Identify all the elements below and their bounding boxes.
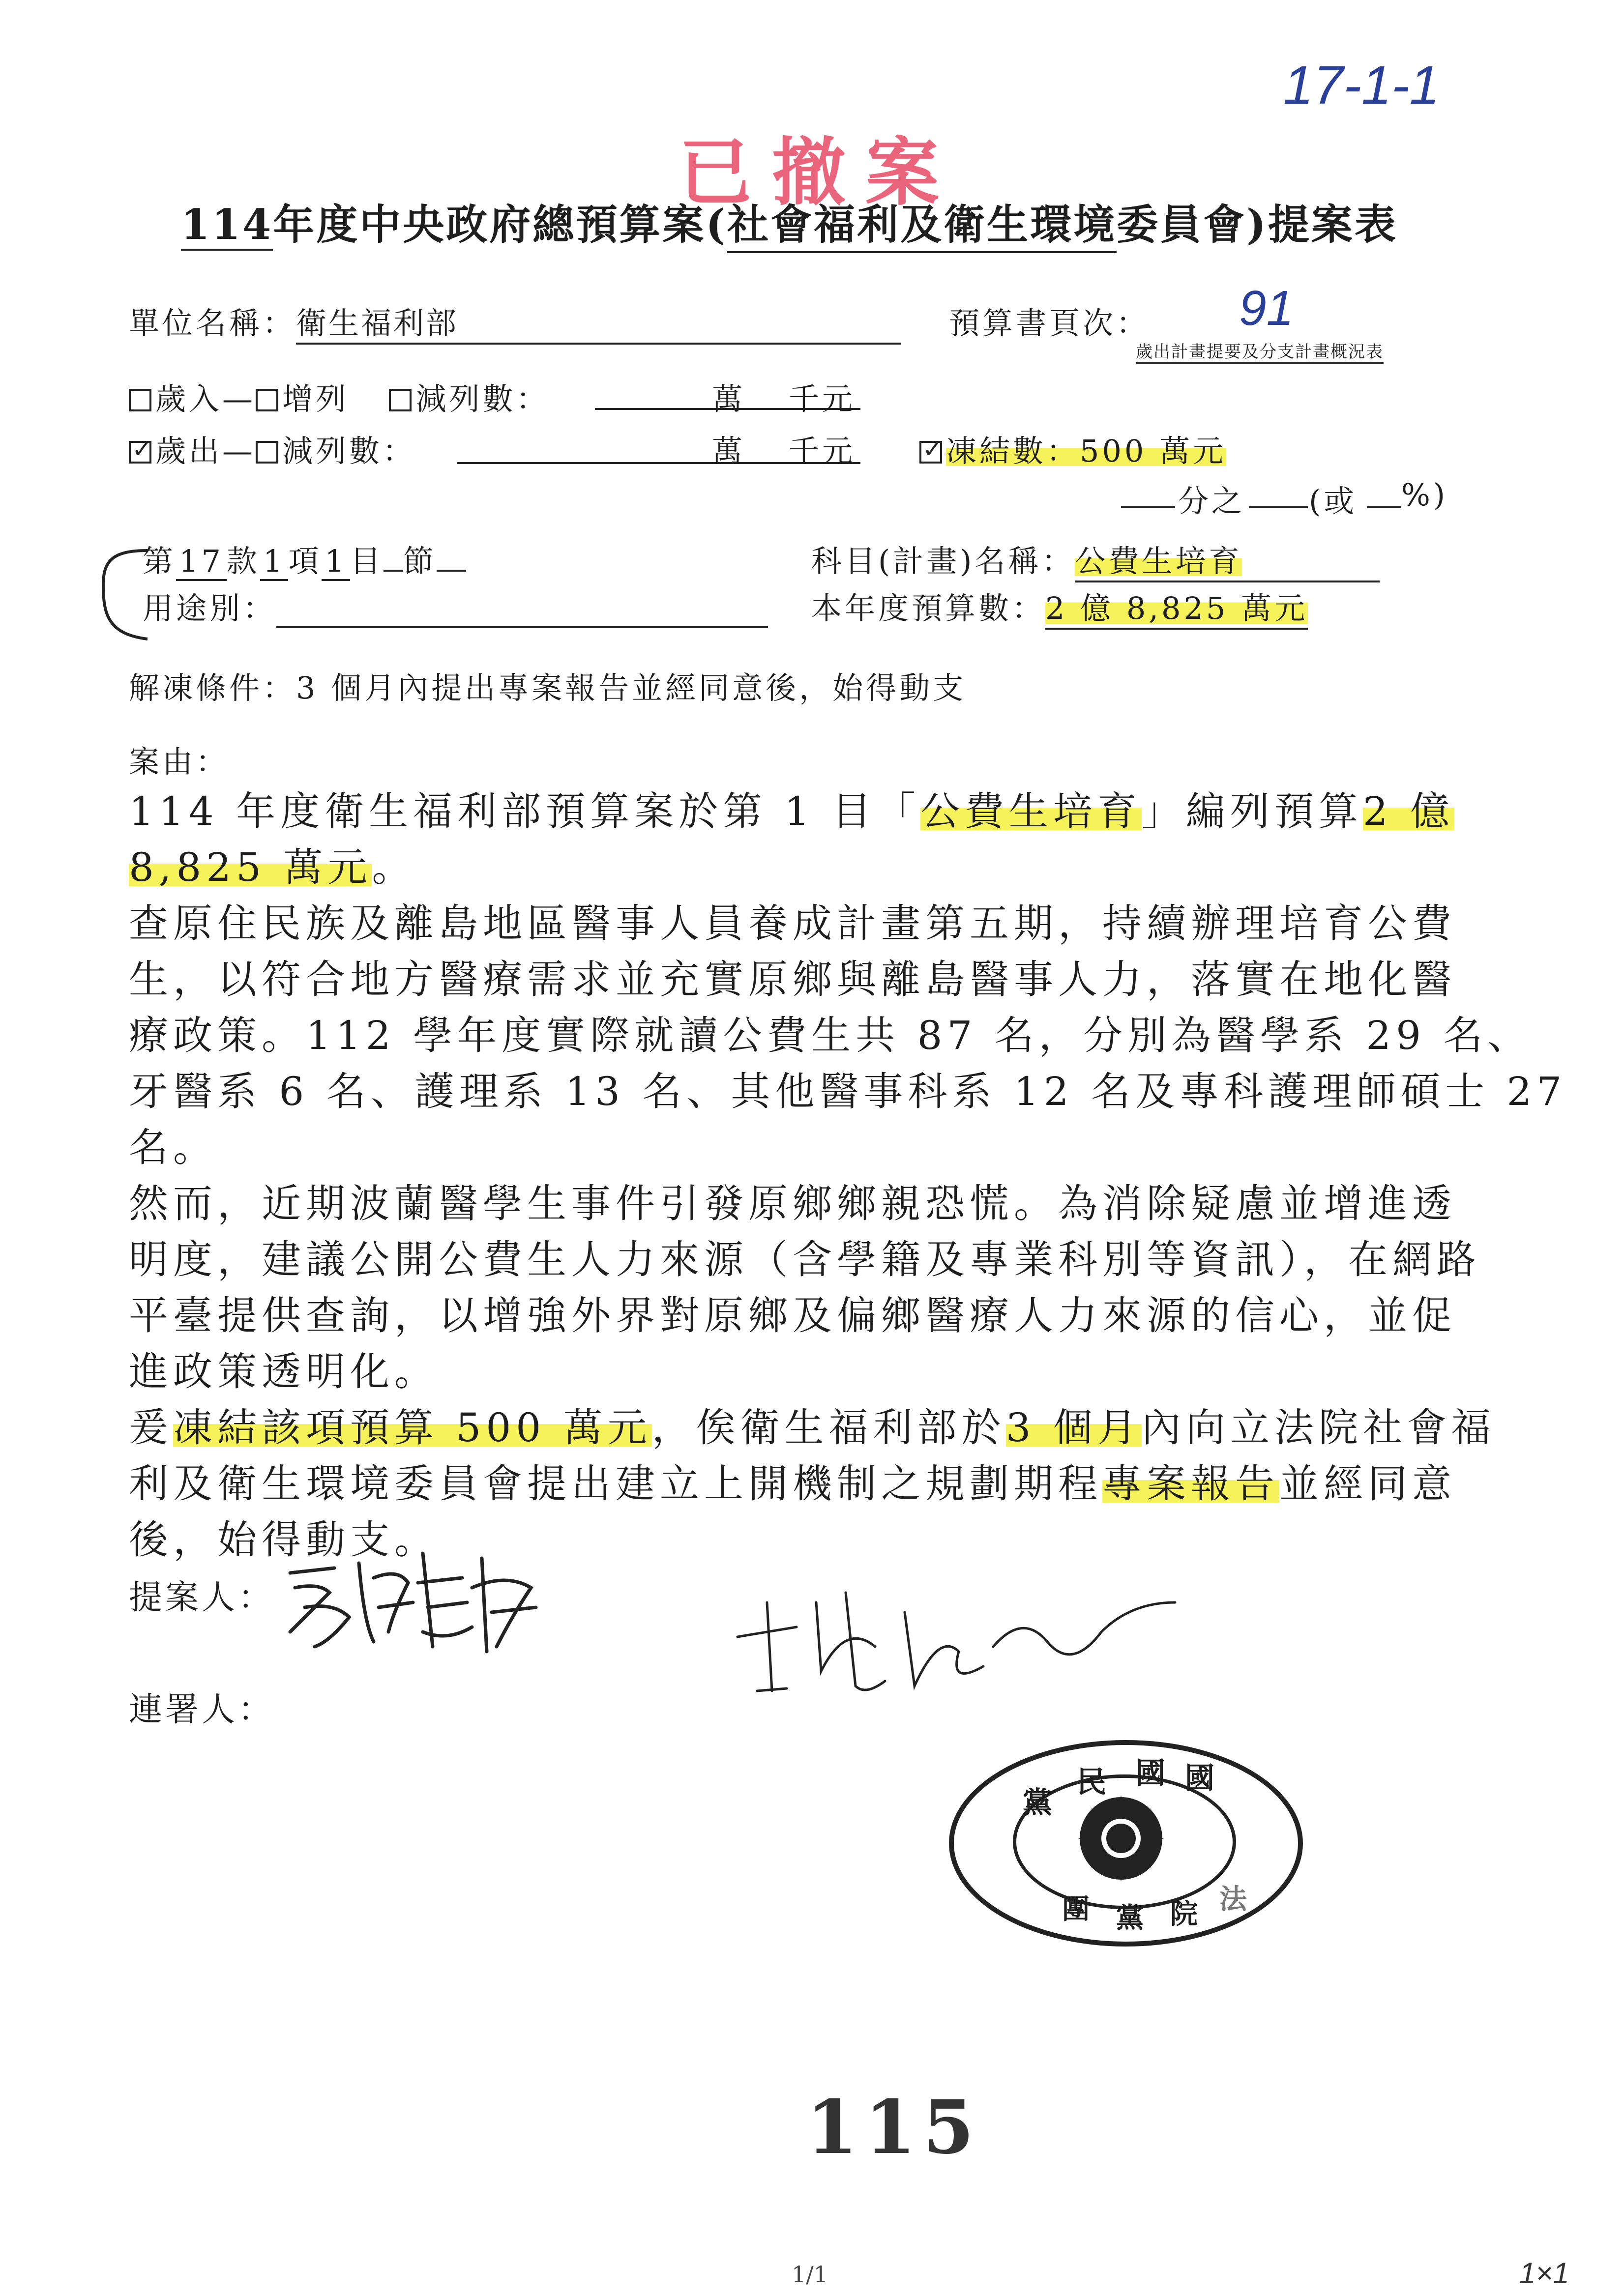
handwritten-document-number: 17-1-1 <box>1283 55 1440 116</box>
expense-row <box>129 427 416 470</box>
seal-char-3: 黨 <box>1023 1786 1052 1820</box>
increase-label: 增列 <box>282 381 350 417</box>
cosigner-label: 連署人： <box>129 1690 275 1729</box>
p4-highlight-months: 3 個月 <box>1005 1405 1142 1451</box>
subject-value-wrap <box>1075 537 1380 582</box>
percent-label: (或 <box>1309 483 1358 519</box>
unfreeze-row <box>129 664 966 707</box>
unit-label: 單位名稱： <box>129 305 296 341</box>
revenue-label: 歲入— <box>155 381 256 417</box>
proposer-label: 提案人： <box>129 1578 275 1617</box>
p1-text-a: 114 年度衛生福利部預算案於第 1 目「 <box>129 788 920 834</box>
expense-decrease-checkbox[interactable] <box>256 441 278 464</box>
expense-qian-unit: 千元 <box>789 433 856 469</box>
seal-char-4: 國 <box>1185 1761 1214 1796</box>
title-committee: 社會福利及衛生環境 <box>727 192 1117 253</box>
paragraph-3-line-1: 然而，近期波蘭醫學生事件引發原鄉鄉親恐慌。為消除疑慮並增進透 <box>129 1181 1456 1226</box>
item-kuan-label: 款 <box>226 543 260 579</box>
subject-row <box>811 537 1380 582</box>
unfreeze-value: 3 個月內提出專案報告並經同意後，始得動支 <box>296 670 967 706</box>
percent-blank <box>1367 506 1401 508</box>
budget-value: 2 億 8,825 萬元 <box>1045 584 1308 630</box>
item-row <box>143 537 466 581</box>
item-kuan-value: 17 <box>176 543 227 581</box>
paragraph-4-line-2 <box>129 1452 1456 1509</box>
paragraph-4-line-3: 後，始得動支。 <box>129 1517 439 1563</box>
usage-label: 用途別： <box>143 590 277 626</box>
unfreeze-label: 解凍條件： <box>129 670 296 706</box>
subject-label: 科目(計畫)名稱： <box>811 543 1075 579</box>
p1-text-end: 。 <box>372 844 416 890</box>
paragraph-1-line-2 <box>129 836 416 892</box>
page-number: 115 <box>806 2084 981 2171</box>
expense-checkbox[interactable] <box>129 441 151 464</box>
item-jie-blank <box>384 570 403 572</box>
item-jie-label: 節 <box>403 543 437 579</box>
seal-char-8: 黨 <box>1116 1902 1144 1934</box>
revenue-row <box>129 375 549 418</box>
fraction-blank-2 <box>1249 506 1308 508</box>
expense-wan-unit: 萬 <box>712 433 746 469</box>
paragraph-3-line-4: 進政策透明化。 <box>129 1349 439 1395</box>
reason-label: 案由： <box>129 744 230 780</box>
item-xiang-value: 1 <box>260 543 288 581</box>
item-jie-trailing-blank <box>437 570 466 572</box>
revenue-wan-unit: 萬 <box>712 381 746 417</box>
p1-highlight-amount-2: 8,825 萬元 <box>129 844 372 890</box>
p1-highlight-amount-1: 2 億 <box>1362 788 1455 834</box>
page-title <box>181 192 1398 253</box>
paragraph-2-line-5: 名。 <box>129 1125 217 1170</box>
budget-label: 本年度預算數： <box>811 590 1046 626</box>
item-mu-value: 1 <box>322 543 350 581</box>
usage-row <box>143 584 768 628</box>
paragraph-3-line-2: 明度，建議公開公費生人力來源（含學籍及專業科別等資訊），在網路 <box>129 1237 1481 1282</box>
seal-char-6: 法 <box>1219 1883 1247 1916</box>
p4-text-e: 並經同意 <box>1279 1461 1456 1507</box>
p4-text-a: 爰 <box>129 1405 173 1451</box>
p1-text-b: 」編列預算 <box>1141 788 1363 834</box>
second-signature <box>728 1573 1185 1701</box>
revenue-qian-unit: 千元 <box>789 381 856 417</box>
usage-blank <box>276 590 768 628</box>
title-year: 114 <box>181 200 273 251</box>
budget-row <box>811 584 1308 630</box>
revenue-decrease-checkbox[interactable] <box>389 389 412 411</box>
frozen-checkbox[interactable] <box>919 441 942 464</box>
unit-name-row <box>129 299 901 345</box>
party-emblem-icon <box>1077 1794 1165 1883</box>
unit-value: 衛生福利部 <box>296 299 901 345</box>
title-pre: 年度中央政府總預算案( <box>273 200 728 249</box>
p4-text-b: ，俟衛生福利部於 <box>651 1405 1006 1451</box>
frozen-value: 500 萬元 <box>1080 433 1227 469</box>
paragraph-2-line-3: 療政策。112 學年度實際就讀公費生共 87 名，分別為醫學系 29 名、 <box>129 1013 1532 1058</box>
budget-page-label: 預算書頁次： <box>949 305 1150 341</box>
budget-page-value: 91 <box>1239 281 1294 336</box>
p4-highlight-report: 專案報告 <box>1102 1461 1279 1507</box>
withdrawn-stamp: 已撤案 <box>679 129 959 216</box>
paragraph-2-line-1: 查原住民族及離島地區醫事人員養成計畫第五期，持續辦理培育公費 <box>129 901 1456 946</box>
budget-page-note: 歲出計畫提要及分支計畫概況表 <box>1136 338 1384 364</box>
expense-label: 歲出— <box>155 433 256 469</box>
proposer-signature <box>275 1534 551 1661</box>
p4-text-c: 內向立法院社會福 <box>1141 1405 1496 1451</box>
paragraph-3-line-3: 平臺提供查詢，以增強外界對原鄉及偏鄉醫療人力來源的信心，並促 <box>129 1293 1456 1338</box>
frozen-label: 凍結數： <box>946 433 1080 469</box>
corner-mark: 1×1 <box>1519 2257 1569 2290</box>
seal-char-1: 國 <box>1136 1756 1165 1791</box>
party-seal <box>949 1740 1303 1947</box>
paragraph-4-line-1 <box>129 1396 1496 1453</box>
expense-decrease-label: 減列數： <box>282 433 416 469</box>
paragraph-2-line-2: 生，以符合地方醫療需求並充實原鄉與離島醫事人力，落實在地化醫 <box>129 957 1456 1002</box>
frozen-row <box>919 427 1226 470</box>
p4-text-d: 利及衛生環境委員會提出建立上開機制之規劃期程 <box>129 1461 1102 1507</box>
item-di: 第 <box>143 543 177 579</box>
revenue-checkbox[interactable] <box>129 389 151 411</box>
paragraph-2-line-4: 牙醫系 6 名、護理系 13 名、其他醫事科系 12 名及專科護理師碩士 27 <box>129 1069 1567 1114</box>
subject-value: 公費生培育 <box>1075 543 1242 579</box>
p1-highlight-subject: 公費生培育 <box>920 788 1142 834</box>
paragraph-1-line-1 <box>129 780 1454 836</box>
fraction-blank-1 <box>1121 506 1175 508</box>
item-mu-label: 目 <box>350 543 384 579</box>
title-post: 委員會)提案表 <box>1117 200 1398 249</box>
p4-highlight-freeze: 凍結該項預算 500 萬元 <box>173 1405 652 1451</box>
revenue-decrease-label: 減列數： <box>415 381 550 417</box>
fraction-label: 分之 <box>1178 483 1245 519</box>
page-footer: 1/1 <box>792 2261 828 2288</box>
seal-char-7: 院 <box>1170 1898 1198 1930</box>
item-xiang-label: 項 <box>288 543 322 579</box>
seal-char-9: 團 <box>1062 1893 1090 1925</box>
percent-unit: %) <box>1401 477 1448 513</box>
seal-char-2: 民 <box>1077 1765 1106 1800</box>
increase-checkbox[interactable] <box>256 389 278 411</box>
